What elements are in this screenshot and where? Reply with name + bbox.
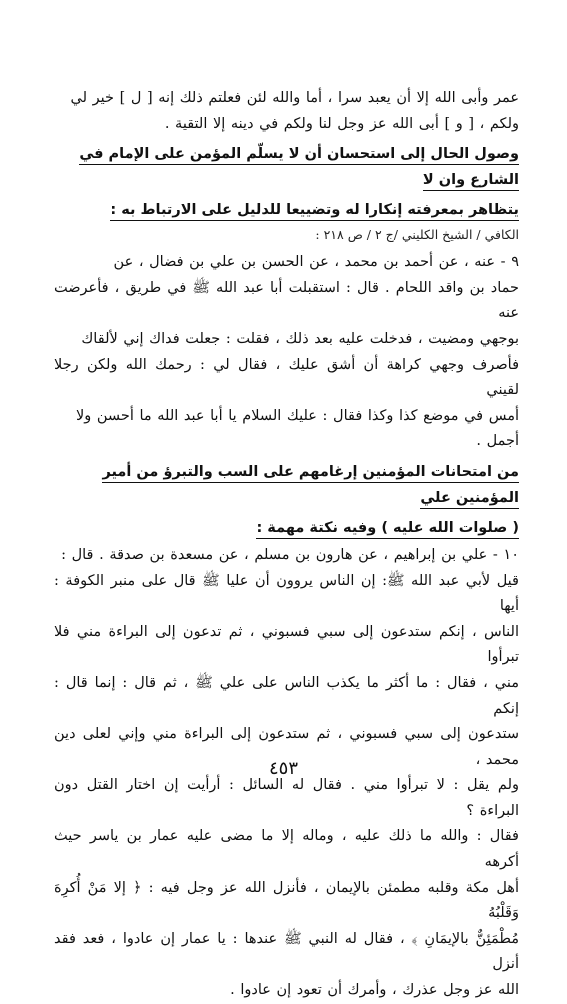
text-line: أجمل . [476,433,519,450]
hadith-paragraph [54,250,519,455]
text-line: أهل مكة وقلبه مطمئن بالإيمان ، فأنزل الله عز وجل فيه : ﴿ إلا مَنْ أُكرِهَ وَقَلْبُهُ [54,879,519,922]
text-line: مُطْمَئِنٌّ بالإيمَانِ ﴾ ، فقال له النبي ﷺ عندها : يا عمار إن عادوا ، فعد فقد أنزل [54,930,519,973]
text-line: الله عز وجل عذرك ، وأمرك أن تعود إن عادوا . [230,982,519,999]
heading-text: من امتحانات المؤمنين إرغامهم على السب والتبرؤ من أمير المؤمنين علي [102,464,519,509]
heading-line [54,141,519,193]
text-line: الناس ، إنكم ستدعون إلى سبي فسبوني ، ثم تدعون إلى البراءة مني فلا تبرأوا [54,623,519,666]
text-line: مني ، فقال : ما أكثر ما يكذب الناس على علي ﷺ ، ثم قال : إنما قال : إنكم [54,674,519,717]
text-line: عمر وأبى الله إلا أن يعبد سرا ، أما والله لئن فعلتم ذلك إنه [ ل ] خير لي [70,90,519,106]
page-body [54,86,519,1004]
heading-line [54,459,519,511]
text-line: ولكم ، [ و ] أبى الله عز وجل لنا ولكم في دينه إلا التقية . [164,115,519,132]
text-line: ١٠ - علي بن إبراهيم ، عن هارون بن مسلم ، عن مسعدة بن صدقة . قال : [61,546,519,563]
section-heading [54,141,519,223]
text-line: ستدعون إلى سبي فسبوني ، ثم ستدعون إلى البراءة مني وإني لعلى دين محمد ، [54,726,519,768]
heading-text: ( صلوات الله عليه ) وفيه نكتة مهمة : [256,520,519,539]
text-line: بوجهي ومضيت ، فدخلت عليه بعد ذلك ، فقلت : جعلت فداك إني لألقاك [81,330,519,347]
heading-text: يتظاهر بمعرفته إنكارا له وتضييعا للدليل على الارتباط به : [110,202,519,221]
text-line: قيل لأبي عبد الله ﷺ: إن الناس يروون أن عليا ﷺ قال على منبر الكوفة : أيها [54,572,519,615]
heading-line [54,197,519,223]
text-line: أمس في موضع كذا وكذا فقال : عليك السلام يا أبا عبد الله ما أحسن ولا [76,407,519,424]
text-line: فأصرف وجهي كراهة أن أشق عليك ، فقال لي : رحمك الله ولكن رجلا لقيني [54,356,519,399]
text-line: فقال : والله ما ذلك عليه ، وماله إلا ما مضى عليه عمار بن ياسر حيث أكرهه [54,828,519,871]
source-citation: الكافي / الشيخ الكليني /ج ٢ / ص ٢١٨ : [315,227,519,243]
heading-line [54,515,519,541]
page-number: ٤٥٣ [268,758,298,779]
section-heading [54,459,519,541]
text-line: ولم يقل : لا تبرأوا مني . فقال له السائل : أرأيت إن اختار القتل دون البراءة ؟ [54,777,519,819]
text-line: ٩ - عنه ، عن أحمد بن محمد ، عن الحسن بن علي بن فضال ، عن [113,254,519,271]
heading-text: وصول الحال إلى استحسان أن لا يسلّم المؤمن على الإمام في الشارع وان لا [79,146,519,191]
intro-paragraph [54,86,519,137]
text-line: حماد بن واقد اللحام . قال : استقبلت أبا عبد الله ﷺ في طريق ، فأعرضت عنه [54,279,519,322]
